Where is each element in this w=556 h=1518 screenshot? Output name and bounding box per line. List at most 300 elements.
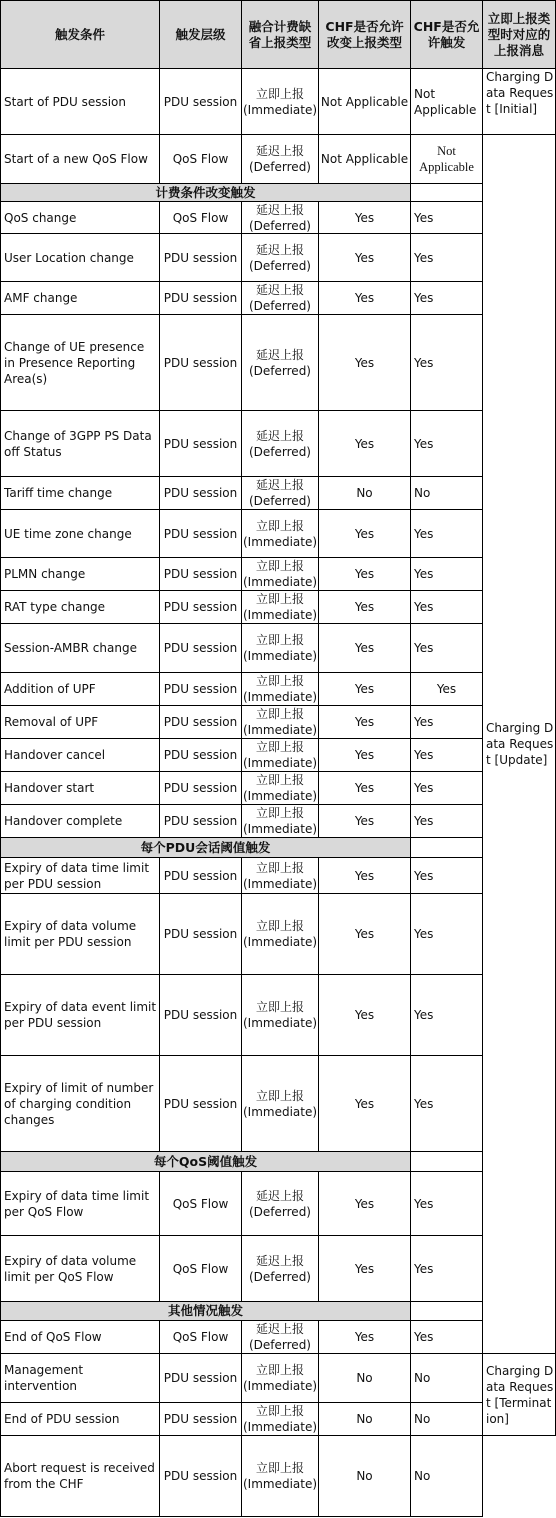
report-type-cell-text: 立即上报 (Immediate) [242,1000,318,1030]
header-chf-change-report-type [318,0,411,69]
section-header-text: 其他情况触发 [167,1303,243,1318]
chf-change-cell [318,1320,411,1354]
chf-change-cell [318,857,411,894]
report-type-cell-text: 立即上报 (Immediate) [242,86,318,117]
trigger-level-cell-text: PDU session [163,355,238,370]
section-header [0,1301,411,1321]
chf-change-cell-text: Yes [354,781,375,795]
trigger-level-cell [159,201,242,234]
trigger-level-cell [159,1402,242,1436]
trigger-level-cell [159,857,242,894]
chf-allow-cell-text: Yes [414,250,434,265]
report-type-cell [241,1320,319,1354]
trigger-level-cell-text: PDU session [163,526,238,541]
trigger-condition-cell-text: Change of 3GPP PS Data off Status [4,428,152,459]
chf-change-cell [318,623,411,673]
chf-allow-cell-text: Yes [414,814,434,828]
trigger-condition-cell-text: Removal of UPF [4,715,99,729]
trigger-condition-cell [0,974,160,1056]
trigger-condition-cell-text: Handover cancel [4,748,106,762]
header-immediate-report-message-text: 立即上报类型时对应的上报消息 [487,10,551,58]
trigger-condition-cell-text: Tariff time change [4,486,113,500]
chf-change-cell [318,314,411,411]
chf-change-cell-text: No [356,1469,373,1483]
trigger-condition-cell [0,771,160,805]
report-type-cell-text: 立即上报 (Immediate) [242,1088,318,1119]
report-type-cell [241,1055,319,1152]
report-type-cell [241,623,319,673]
chf-allow-cell [410,281,483,315]
report-type-cell [241,68,319,135]
report-message-cell [482,68,556,135]
chf-allow-cell [410,1235,483,1302]
header-trigger-level-text: 触发层级 [175,26,226,42]
chf-change-cell [318,1171,411,1236]
trigger-level-cell-text: PDU session [163,715,238,729]
chf-allow-cell [410,134,483,184]
header-trigger-condition-text: 触发条件 [54,26,105,42]
report-type-cell [241,893,319,975]
chf-change-cell [318,1235,411,1302]
chf-change-cell-text: No [356,1412,373,1426]
trigger-condition-cell [0,893,160,975]
trigger-condition-cell [0,1353,160,1403]
report-type-cell-text: 延迟上报 (Deferred) [249,478,311,508]
report-type-cell [241,476,319,510]
chf-allow-cell-text: Yes [414,436,434,451]
trigger-level-cell [159,68,242,135]
report-type-cell [241,1353,319,1403]
report-type-cell [241,1235,319,1302]
trigger-level-cell-text: QoS Flow [172,1330,229,1344]
report-type-cell-text: 立即上报 (Immediate) [242,674,318,704]
chf-change-cell [318,68,411,135]
chf-change-cell [318,476,411,510]
header-chf-change-report-type-text: CHF是否允许改变上报类型 [325,18,404,50]
report-type-cell [241,857,319,894]
report-type-cell [241,233,319,282]
chf-allow-cell [410,705,483,739]
trigger-level-cell-text: PDU session [163,1096,238,1111]
trigger-condition-cell-text: Handover complete [4,814,123,828]
chf-allow-cell-text: Yes [414,781,434,795]
chf-allow-cell-text: Yes [414,641,434,655]
trigger-condition-cell-text: End of QoS Flow [4,1330,102,1344]
chf-allow-cell-text: Yes [414,210,434,225]
trigger-condition-cell [0,201,160,234]
chf-change-cell-text: Yes [354,641,375,655]
chf-allow-cell-text: No [414,1371,431,1385]
trigger-level-cell [159,672,242,706]
trigger-condition-cell [0,314,160,411]
chf-change-cell [318,672,411,706]
trigger-condition-cell-text: Expiry of data volume limit per QoS Flow [4,1253,137,1284]
trigger-level-cell [159,1055,242,1152]
report-type-cell-text: 延迟上报 (Deferred) [249,1253,311,1284]
trigger-level-cell [159,314,242,411]
trigger-condition-cell-text: Handover start [4,781,95,795]
report-type-cell-text: 立即上报 (Immediate) [242,919,318,949]
report-type-cell-text: 延迟上报 (Deferred) [249,144,311,174]
trigger-condition-cell [0,134,160,184]
chf-allow-cell-text: Yes [414,868,434,883]
header-default-report-type-text: 融合计费缺省上报类型 [248,18,312,50]
report-message-cell-text: Charging Data Request [Termination] [486,1363,554,1426]
trigger-level-cell-text: PDU session [163,94,238,109]
chf-allow-cell [410,738,483,772]
chf-change-cell-text: Yes [354,355,375,370]
report-type-cell [241,1171,319,1236]
report-type-cell-text: 延迟上报 (Deferred) [249,202,311,233]
chf-allow-cell [410,1055,483,1152]
trigger-level-cell-text: PDU session [163,781,238,795]
trigger-condition-cell [0,857,160,894]
chf-change-cell-text: Yes [354,927,375,941]
report-type-cell [241,201,319,234]
chf-change-cell [318,738,411,772]
trigger-level-cell [159,1435,242,1517]
chf-allow-cell [410,410,483,477]
chf-change-cell-text: Yes [354,682,375,696]
chf-change-cell [318,1402,411,1436]
trigger-condition-cell [0,705,160,739]
trigger-level-cell [159,590,242,624]
trigger-level-cell-text: PDU session [163,1371,238,1385]
trigger-level-cell-text: PDU session [163,927,238,941]
trigger-level-cell [159,134,242,184]
chf-change-cell-text: Not Applicable [320,152,409,166]
trigger-level-cell-text: QoS Flow [172,1261,229,1276]
report-type-cell [241,804,319,838]
chf-allow-cell-text: Yes [414,1008,434,1022]
section-blank-cell [410,1301,483,1321]
trigger-condition-cell [0,1435,160,1517]
trigger-level-cell-text: PDU session [163,682,238,696]
trigger-condition-cell [0,233,160,282]
chf-allow-cell-text: Not Applicable [419,144,474,174]
chf-allow-cell [410,974,483,1056]
chf-change-cell-text: Yes [354,1261,375,1276]
report-type-cell [241,1435,319,1517]
section-header-text: 每个PDU会话阈值触发 [140,839,271,855]
trigger-level-cell [159,738,242,772]
header-immediate-report-message [482,0,556,69]
chf-allow-cell [410,68,483,135]
trigger-condition-cell-text: Management intervention [4,1363,84,1393]
trigger-level-cell [159,1320,242,1354]
trigger-condition-cell-text: Start of PDU session [4,94,127,109]
chf-allow-cell [410,857,483,894]
trigger-condition-cell-text: UE time zone change [4,526,132,541]
report-type-cell-text: 立即上报 (Immediate) [242,518,318,549]
chf-allow-cell [410,590,483,624]
trigger-condition-cell [0,672,160,706]
chf-allow-cell-text: Yes [414,1096,434,1111]
chf-allow-cell-text: Yes [414,1330,434,1344]
trigger-level-cell-text: PDU session [163,1469,238,1483]
report-type-cell-text: 立即上报 (Immediate) [242,1404,318,1434]
chf-allow-cell-text: Not Applicable [414,86,477,117]
report-type-cell-text: 延迟上报 (Deferred) [249,1322,311,1352]
chf-change-cell-text: Yes [354,748,375,762]
section-header [0,1151,411,1172]
chf-change-cell [318,1353,411,1403]
chf-allow-cell [410,233,483,282]
chf-allow-cell-text: Yes [414,748,434,762]
chf-allow-cell [410,672,483,706]
trigger-level-cell-text: PDU session [163,1008,238,1022]
chf-change-cell [318,134,411,184]
chf-change-cell [318,281,411,315]
trigger-level-cell-text: PDU session [163,291,238,305]
trigger-condition-cell-text: PLMN change [4,567,86,581]
chf-allow-cell-text: No [414,1412,431,1426]
report-type-cell [241,281,319,315]
trigger-condition-cell-text: Expiry of limit of number of charging condition changes [4,1080,154,1127]
chf-allow-cell-text: Yes [414,600,434,614]
trigger-condition-cell-text: Change of UE presence in Presence Reporting Area(s) [4,339,145,386]
trigger-level-cell [159,804,242,838]
chf-allow-cell-text: Yes [414,927,434,941]
header-chf-allow-trigger-text: CHF是否允许触发 [413,18,480,50]
report-type-cell [241,509,319,558]
header-trigger-condition [0,0,160,69]
trigger-level-cell-text: PDU session [163,486,238,500]
chf-change-cell [318,705,411,739]
chf-allow-cell [410,557,483,591]
trigger-level-cell [159,410,242,477]
report-type-cell [241,134,319,184]
trigger-condition-cell [0,738,160,772]
report-type-cell [241,974,319,1056]
trigger-condition-cell-text: Expiry of data event limit per PDU session [4,1000,157,1030]
report-type-cell-text: 立即上报 (Immediate) [242,592,318,622]
report-type-cell [241,705,319,739]
chf-change-cell [318,974,411,1056]
section-blank-cell [410,1151,483,1172]
chf-allow-cell-text: Yes [414,567,434,581]
trigger-level-cell [159,476,242,510]
chf-allow-cell-text: Yes [414,1196,434,1211]
chf-change-cell [318,509,411,558]
trigger-level-cell [159,974,242,1056]
trigger-condition-cell-text: Session-AMBR change [4,641,137,655]
chf-change-cell-text: No [356,486,373,500]
chf-change-cell-text: Yes [354,291,375,305]
chf-allow-cell-text: Yes [414,526,434,541]
chf-change-cell [318,771,411,805]
trigger-level-cell [159,623,242,673]
trigger-level-cell [159,1171,242,1236]
trigger-level-cell [159,557,242,591]
trigger-condition-cell [0,476,160,510]
trigger-condition-cell [0,557,160,591]
trigger-level-cell-text: QoS Flow [172,210,229,225]
chf-allow-cell-text: Yes [414,291,434,305]
chf-allow-cell-text: No [414,1469,431,1483]
chf-change-cell [318,233,411,282]
trigger-condition-cell [0,281,160,315]
chf-change-cell-text: Yes [354,715,375,729]
trigger-level-cell-text: QoS Flow [172,152,229,166]
trigger-level-cell-text: PDU session [163,1412,238,1426]
trigger-level-cell-text: PDU session [163,868,238,883]
report-type-cell-text: 立即上报 (Immediate) [242,707,318,737]
trigger-level-cell [159,233,242,282]
chf-change-cell-text: Yes [354,868,375,883]
trigger-condition-cell-text: AMF change [4,291,78,305]
trigger-level-cell [159,893,242,975]
trigger-condition-cell [0,509,160,558]
chf-allow-cell-text: Yes [436,682,457,696]
trigger-condition-cell-text: Expiry of data volume limit per PDU session [4,919,137,949]
trigger-level-cell-text: PDU session [163,814,238,828]
chf-change-cell-text: No [356,1371,373,1385]
report-type-cell [241,771,319,805]
chf-change-cell-text: Yes [354,210,375,225]
chf-allow-cell [410,1353,483,1403]
chf-allow-cell [410,771,483,805]
report-type-cell-text: 立即上报 (Immediate) [242,740,318,770]
trigger-condition-cell [0,590,160,624]
trigger-condition-cell [0,1320,160,1354]
chf-allow-cell-text: Yes [414,1261,434,1276]
report-type-cell-text: 延迟上报 (Deferred) [249,1188,311,1219]
report-type-cell-text: 立即上报 (Immediate) [242,633,318,663]
chf-allow-cell [410,476,483,510]
report-type-cell-text: 延迟上报 (Deferred) [249,347,311,378]
report-type-cell-text: 立即上报 (Immediate) [242,1363,318,1393]
trigger-level-cell [159,509,242,558]
chf-allow-cell [410,1320,483,1354]
chf-change-cell [318,590,411,624]
trigger-condition-cell [0,1235,160,1302]
trigger-condition-cell-text: Expiry of data time limit per PDU session [4,860,150,891]
trigger-level-cell-text: PDU session [163,600,238,614]
report-type-cell [241,738,319,772]
chf-change-cell-text: Yes [354,600,375,614]
chf-allow-cell [410,509,483,558]
chf-change-cell [318,410,411,477]
report-type-cell-text: 立即上报 (Immediate) [242,806,318,836]
chf-allow-cell [410,314,483,411]
trigger-level-cell-text: QoS Flow [172,1196,229,1211]
section-blank-cell [410,183,483,202]
report-type-cell [241,557,319,591]
section-header [0,183,411,202]
trigger-condition-cell-text: Abort request is received from the CHF [4,1461,155,1491]
chf-change-cell [318,1055,411,1152]
report-message-cell-text: Charging Data Request [Initial] [486,70,554,116]
report-type-cell-text: 立即上报 (Immediate) [242,1461,318,1491]
trigger-condition-cell [0,1171,160,1236]
chf-change-cell-text: Yes [354,1008,375,1022]
section-header-text: 计费条件改变触发 [155,184,256,200]
report-type-cell-text: 立即上报 (Immediate) [242,860,318,891]
header-trigger-level [159,0,242,69]
chf-change-cell-text: Yes [354,436,375,451]
report-type-cell-text: 立即上报 (Immediate) [242,559,318,589]
chf-change-cell-text: Yes [354,526,375,541]
trigger-level-cell-text: PDU session [163,748,238,762]
chf-allow-cell-text: No [414,486,431,500]
trigger-condition-cell-text: User Location change [4,250,134,265]
report-type-cell [241,314,319,411]
report-message-cell [482,134,556,1354]
chf-change-cell [318,201,411,234]
chf-change-cell-text: Yes [354,250,375,265]
chf-change-cell-text: Yes [354,567,375,581]
section-header-text: 每个QoS阈值触发 [153,1153,258,1169]
trigger-condition-cell-text: End of PDU session [4,1412,120,1426]
trigger-level-cell-text: PDU session [163,250,238,265]
trigger-condition-cell-text: QoS change [4,210,77,225]
report-type-cell-text: 立即上报 (Immediate) [242,773,318,803]
chf-change-cell-text: Yes [354,1330,375,1344]
trigger-level-cell [159,705,242,739]
chf-allow-cell [410,804,483,838]
chf-change-cell [318,893,411,975]
trigger-condition-cell [0,804,160,838]
chf-change-cell-text: Yes [354,1196,375,1211]
chf-change-cell [318,804,411,838]
chf-allow-cell-text: Yes [414,715,434,729]
section-blank-cell [410,837,483,858]
report-type-cell-text: 延迟上报 (Deferred) [249,428,311,459]
report-type-cell [241,1402,319,1436]
trigger-condition-cell [0,623,160,673]
trigger-level-cell-text: PDU session [163,567,238,581]
trigger-condition-cell-text: Expiry of data time limit per QoS Flow [4,1188,150,1219]
report-type-cell [241,672,319,706]
trigger-condition-cell-text: Addition of UPF [4,682,96,696]
trigger-condition-cell [0,1055,160,1152]
chf-change-cell [318,557,411,591]
chf-allow-cell [410,1435,483,1517]
chf-allow-cell-text: Yes [414,355,434,370]
report-message-cell-text: Charging Data Request [Update] [486,721,554,767]
report-type-cell-text: 延迟上报 (Deferred) [249,283,311,313]
chf-change-cell-text: Yes [354,814,375,828]
trigger-level-cell-text: PDU session [163,641,238,655]
header-default-report-type [241,0,319,69]
section-header [0,837,411,858]
chf-allow-cell [410,1402,483,1436]
chf-change-cell-text: Yes [354,1096,375,1111]
report-type-cell [241,410,319,477]
chf-allow-cell [410,1171,483,1236]
trigger-level-cell [159,1235,242,1302]
chf-allow-cell [410,201,483,234]
chf-change-cell [318,1435,411,1517]
report-type-cell-text: 延迟上报 (Deferred) [249,242,311,273]
report-type-cell [241,590,319,624]
chf-allow-cell [410,623,483,673]
trigger-level-cell [159,1353,242,1403]
trigger-level-cell-text: PDU session [163,436,238,451]
report-message-cell [482,1353,556,1436]
trigger-condition-cell-text: RAT type change [4,600,106,614]
trigger-condition-cell [0,68,160,135]
trigger-level-cell [159,771,242,805]
chf-allow-cell [410,893,483,975]
header-chf-allow-trigger [410,0,483,69]
trigger-level-cell [159,281,242,315]
trigger-condition-cell [0,410,160,477]
trigger-condition-cell [0,1402,160,1436]
chf-change-cell-text: Not Applicable [320,94,409,109]
trigger-condition-cell-text: Start of a new QoS Flow [4,152,148,166]
